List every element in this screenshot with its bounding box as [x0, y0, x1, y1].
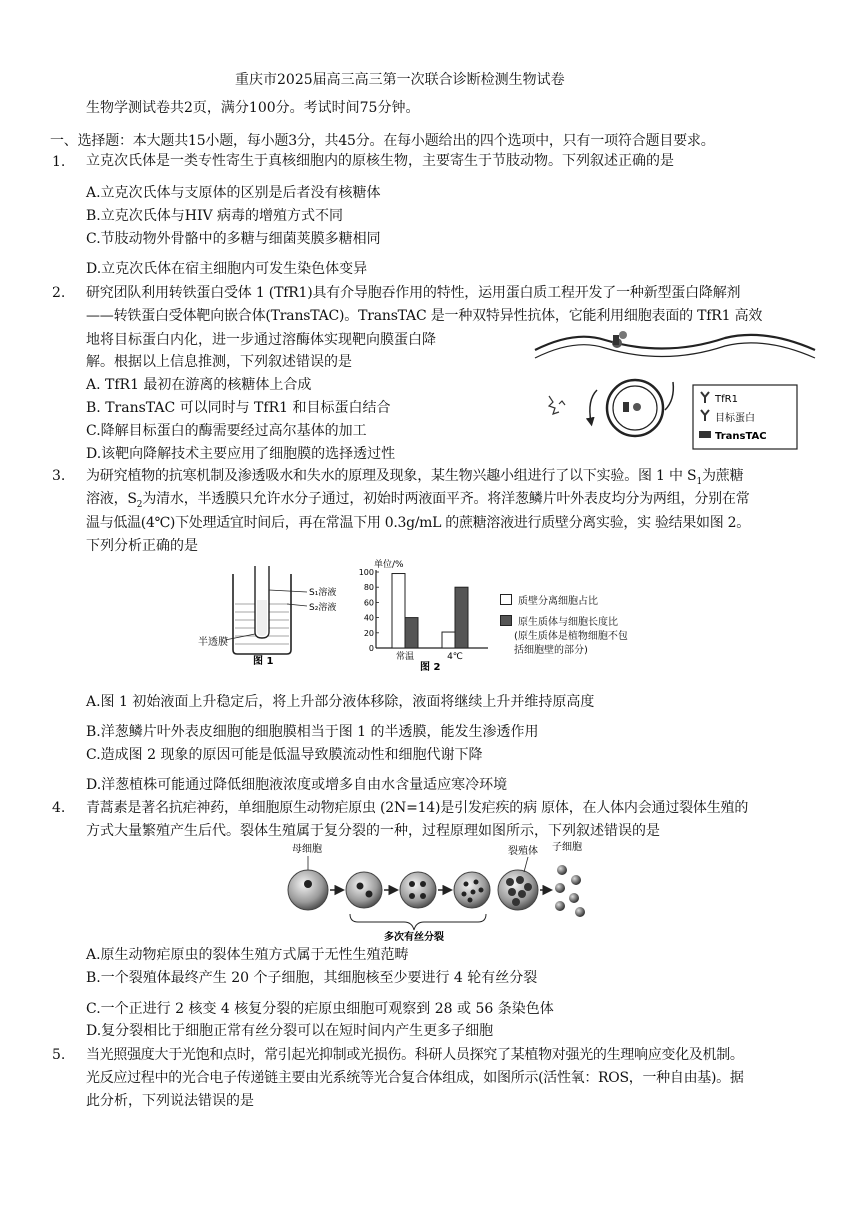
- question-stem-line: 光反应过程中的光合电子传递链主要由光系统等光合复合体组成，如图所示(活性氧：ROS，一种自由基)。据: [86, 1070, 744, 1086]
- y-tick-label: 20: [363, 628, 374, 638]
- legend-note: 括细胞壁的部分): [514, 645, 588, 656]
- exam-intro: 生物学测试卷共2页，满分100分。考试时间75分钟。: [86, 100, 420, 116]
- y-tick-label: 80: [363, 583, 374, 593]
- y-tick-label: 100: [358, 568, 374, 577]
- question-number: 2.: [52, 285, 66, 301]
- x-tick-label: 常温: [395, 652, 415, 662]
- option-d: D.该靶向降解技术主要应用了细胞膜的选择透过性: [86, 446, 396, 462]
- question-stem-line: 温与低温(4℃)下处理适宜时间后，再在常温下用 0.3g/mL 的蔗糖溶液进行质壁分离实验，实 验结果如图 2。: [86, 515, 750, 531]
- question-number: 4.: [52, 800, 66, 816]
- option-c: C.一个正进行 2 核变 4 核复分裂的疟原虫细胞可观察到 28 或 56 条染色体: [86, 1001, 554, 1017]
- svg-text:S₁溶液: S₁溶液: [309, 588, 337, 598]
- bar: [405, 618, 418, 648]
- chart-legend: [500, 594, 628, 658]
- legend-item: 质壁分离细胞占比: [500, 594, 628, 609]
- page-title: 重庆市2025届高三高三第一次联合诊断检测生物试卷: [235, 72, 565, 88]
- option-a: A.图 1 初始液面上升稳定后，将上升部分液体移除，液面将继续上升并维持原高度: [86, 694, 595, 710]
- question-stem-line: 下列分析正确的是: [86, 538, 198, 554]
- question-stem-line: 溶液，$S_2$为清水，半透膜只允许水分子通过，初始时两液面平齐。将洋葱鳞片叶外表皮均分为两组，分别在常: [86, 491, 750, 510]
- bar: [442, 632, 455, 648]
- option-b: B.一个裂殖体最终产生 20 个子细胞，其细胞核至少要进行 4 轮有丝分裂: [86, 970, 538, 986]
- question-number: 1.: [52, 154, 66, 170]
- option-b: B. TransTAC 可以同时与 TfR1 和目标蛋白结合: [86, 400, 391, 416]
- y-tick-label: 40: [363, 613, 374, 623]
- option-d: D.复分裂相比于细胞正常有丝分裂可以在短时间内产生更多子细胞: [86, 1023, 494, 1039]
- svg-text:裂殖体: 裂殖体: [508, 846, 538, 857]
- option-d: D.立克次氏体在宿主细胞内可发生染色体变异: [86, 261, 368, 277]
- transtac-figure: [525, 330, 825, 452]
- question-stem-line: 青蒿素是著名抗疟神药，单细胞原生动物疟原虫 (2N=14)是引发疟疾的病 原体，在人体内会通过裂体生殖的: [86, 800, 749, 816]
- chart-ylabel: 单位/%: [374, 560, 404, 570]
- question-stem-line: ——转铁蛋白受体靶向嵌合体(TransTAC)。TransTAC 是一种双特异性抗体，它能利用细胞表面的 TfR1 高效: [86, 308, 763, 324]
- question-stem-line: 方式大量繁殖产生后代。裂体生殖属于复分裂的一种，过程原理如图所示，下列叙述错误的是: [86, 823, 660, 839]
- legend-swatch: [500, 594, 512, 605]
- legend-note: (原生质体是植物细胞不包: [514, 631, 628, 642]
- option-a: A.立克次氏体与支原体的区别是后者没有核糖体: [86, 185, 381, 201]
- y-tick-label: 0: [368, 644, 374, 653]
- svg-text:子细胞: 子细胞: [552, 842, 582, 853]
- question-stem-line: 此分析，下列说法错误的是: [86, 1093, 254, 1109]
- question-number: 3.: [52, 468, 66, 484]
- question-stem-line: 研究团队利用转铁蛋白受体 1 (TfR1)具有介导胞吞作用的特性，运用蛋白质工程开发了一种新型蛋白降解剂: [86, 285, 741, 301]
- option-b: B.洋葱鳞片叶外表皮细胞的细胞膜相当于图 1 的半透膜，能发生渗透作用: [86, 724, 539, 740]
- option-c: C.降解目标蛋白的酶需要经过高尔基体的加工: [86, 423, 367, 439]
- svg-text:目标蛋白: 目标蛋白: [715, 413, 755, 424]
- question-stem-line: 地将目标蛋白内化，进一步通过溶酶体实现靶向膜蛋白降: [86, 332, 436, 348]
- figure-2-bar-chart: [358, 558, 498, 676]
- legend-swatch: [500, 615, 512, 626]
- option-a: A. TfR1 最初在游离的核糖体上合成: [86, 377, 312, 393]
- svg-text:多次有丝分裂: 多次有丝分裂: [384, 932, 444, 942]
- y-tick-label: 60: [363, 598, 374, 608]
- question-stem-line: 为研究植物的抗寒机制及渗透吸水和失水的原理及现象，某生物兴趣小组进行了以下实验。图 1 中 $S_1$为蔗糖: [86, 468, 744, 487]
- option-b: B.立克次氏体与HIV 病毒的增殖方式不同: [86, 208, 344, 224]
- svg-text:TfR1: TfR1: [715, 394, 738, 405]
- question-stem-line: 当光照强度大于光饱和点时，常引起光抑制或光损伤。科研人员探究了某植物对强光的生理响应变化及机制。: [86, 1047, 744, 1063]
- svg-text:TransTAC: TransTAC: [715, 431, 767, 442]
- svg-text:母细胞: 母细胞: [292, 844, 322, 855]
- question-stem: 立克次氏体是一类专性寄生于真核细胞内的原核生物，主要寄生于节肢动物。下列叙述正确的是: [86, 153, 674, 169]
- legend-item: 原生质体与细胞长度比: [500, 615, 628, 630]
- option-d: D.洋葱植株可能通过降低细胞液浓度或增多自由水含量适应寒冷环境: [86, 777, 508, 793]
- option-c: C.节肢动物外骨骼中的多糖与细菌荚膜多糖相同: [86, 231, 381, 247]
- schizogony-figure: [280, 840, 590, 942]
- x-tick-label: 4℃: [447, 652, 463, 662]
- membrane-label: 半透膜: [198, 637, 228, 648]
- section-heading: 一、选择题：本大题共15小题，每小题3分，共45分。在每小题给出的四个选项中，只有一项符合题目要求。: [50, 133, 715, 149]
- option-c: C.造成图 2 现象的原因可能是低温导致膜流动性和细胞代谢下降: [86, 747, 483, 763]
- question-stem-line: 解。根据以上信息推测，下列叙述错误的是: [86, 354, 352, 370]
- bar: [455, 587, 468, 648]
- svg-text:图 1: 图 1: [253, 656, 274, 666]
- svg-text:S₂溶液: S₂溶液: [309, 603, 337, 613]
- option-a: A.原生动物疟原虫的裂体生殖方式属于无性生殖范畴: [86, 947, 409, 963]
- figure-1-beaker: [225, 560, 345, 666]
- chart-title: 图 2: [420, 662, 441, 673]
- bar: [392, 574, 405, 648]
- question-number: 5.: [52, 1047, 66, 1063]
